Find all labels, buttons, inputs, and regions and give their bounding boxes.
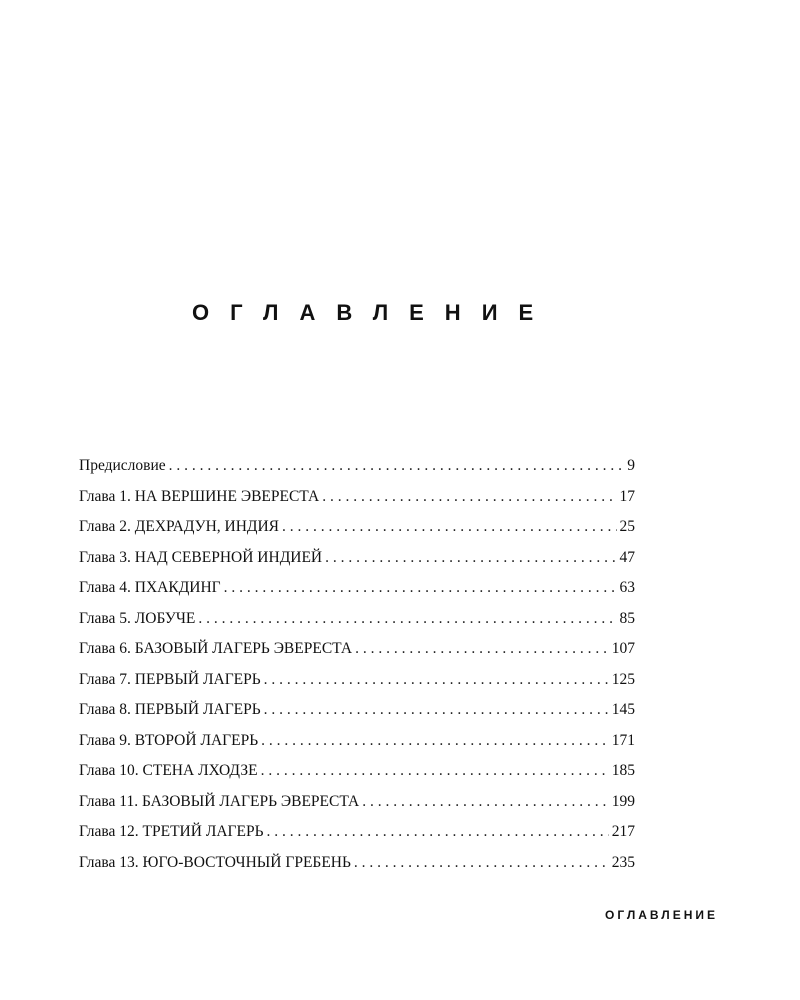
- toc-entry-chapter-7[interactable]: [79, 665, 635, 696]
- toc-entry-chapter-3[interactable]: [79, 543, 635, 574]
- toc-entry-page-number: 63: [619, 579, 635, 596]
- toc-entry-label: Глава 9. ВТОРОЙ ЛАГЕРЬ: [79, 731, 259, 749]
- toc-entry-label: Глава 13. ЮГО-ВОСТОЧНЫЙ ГРЕБЕНЬ: [79, 853, 351, 871]
- dot-leader: [322, 482, 616, 513]
- page-title: ОГЛАВЛЕНИЕ: [192, 300, 555, 325]
- toc-entry-label: Глава 8. ПЕРВЫЙ ЛАГЕРЬ: [79, 701, 261, 718]
- toc-entry-label: Глава 4. ПХАКДИНГ: [79, 579, 221, 596]
- toc-entry-label: Глава 3. НАД СЕВЕРНОЙ ИНДИЕЙ: [79, 548, 323, 566]
- dot-leader: [355, 634, 609, 665]
- dot-leader: [261, 726, 609, 757]
- toc-entry-label: Глава 6. БАЗОВЫЙ ЛАГЕРЬ ЭВЕРЕСТА: [79, 640, 353, 657]
- toc-entry-label: Глава 12. ТРЕТИЙ ЛАГЕРЬ: [79, 823, 264, 840]
- toc-entry-chapter-2[interactable]: [79, 512, 635, 543]
- toc-entry-chapter-11[interactable]: [79, 787, 635, 818]
- toc-entry-page-number: 125: [611, 670, 635, 688]
- toc-entry-preface[interactable]: [79, 451, 635, 482]
- toc-entry-chapter-8[interactable]: [79, 695, 635, 726]
- toc-entry-chapter-1[interactable]: [79, 482, 635, 513]
- toc-entry-chapter-10[interactable]: [79, 756, 635, 787]
- toc-entry-page-number: 85: [619, 609, 635, 627]
- dot-leader: [261, 756, 609, 787]
- toc-entry-page-number: 185: [611, 762, 635, 779]
- toc-entry-chapter-6[interactable]: [79, 634, 635, 665]
- toc-entry-page-number: 235: [611, 853, 635, 871]
- dot-leader: [354, 848, 609, 879]
- dot-leader: [198, 604, 616, 635]
- toc-entry-page-number: 217: [611, 823, 635, 840]
- dot-leader: [325, 543, 616, 574]
- toc-entry-page-number: 145: [611, 701, 635, 718]
- toc-entry-chapter-4[interactable]: [79, 573, 635, 604]
- toc-entry-page-number: 171: [611, 731, 635, 749]
- dot-leader: [282, 512, 616, 543]
- toc-entry-page-number: 25: [619, 518, 635, 535]
- toc-entry-chapter-13[interactable]: [79, 848, 635, 879]
- table-of-contents: [79, 451, 635, 878]
- toc-entry-page-number: 9: [627, 457, 635, 474]
- toc-entry-chapter-12[interactable]: [79, 817, 635, 848]
- toc-entry-page-number: 199: [611, 792, 635, 810]
- toc-entry-label: Глава 2. ДЕХРАДУН, ИНДИЯ: [79, 518, 280, 535]
- dot-leader: [169, 451, 625, 482]
- dot-leader: [224, 573, 617, 604]
- toc-entry-label: Глава 5. ЛОБУЧЕ: [79, 609, 196, 627]
- toc-entry-chapter-9[interactable]: [79, 726, 635, 757]
- dot-leader: [362, 787, 609, 818]
- toc-entry-label: Глава 7. ПЕРВЫЙ ЛАГЕРЬ: [79, 670, 261, 688]
- toc-entry-label: Предисловие: [79, 457, 166, 474]
- dot-leader: [264, 665, 609, 696]
- dot-leader: [264, 695, 609, 726]
- toc-entry-chapter-5[interactable]: [79, 604, 635, 635]
- running-head: ОГЛАВЛЕНИЕ: [604, 908, 718, 922]
- toc-entry-label: Глава 10. СТЕНА ЛХОДЗЕ: [79, 762, 258, 779]
- toc-entry-page-number: 47: [619, 548, 635, 566]
- toc-entry-label: Глава 1. НА ВЕРШИНЕ ЭВЕРЕСТА: [79, 487, 320, 505]
- toc-entry-page-number: 107: [611, 640, 635, 657]
- toc-entry-page-number: 17: [619, 487, 635, 505]
- toc-entry-label: Глава 11. БАЗОВЫЙ ЛАГЕРЬ ЭВЕРЕСТА: [79, 792, 360, 810]
- dot-leader: [266, 817, 608, 848]
